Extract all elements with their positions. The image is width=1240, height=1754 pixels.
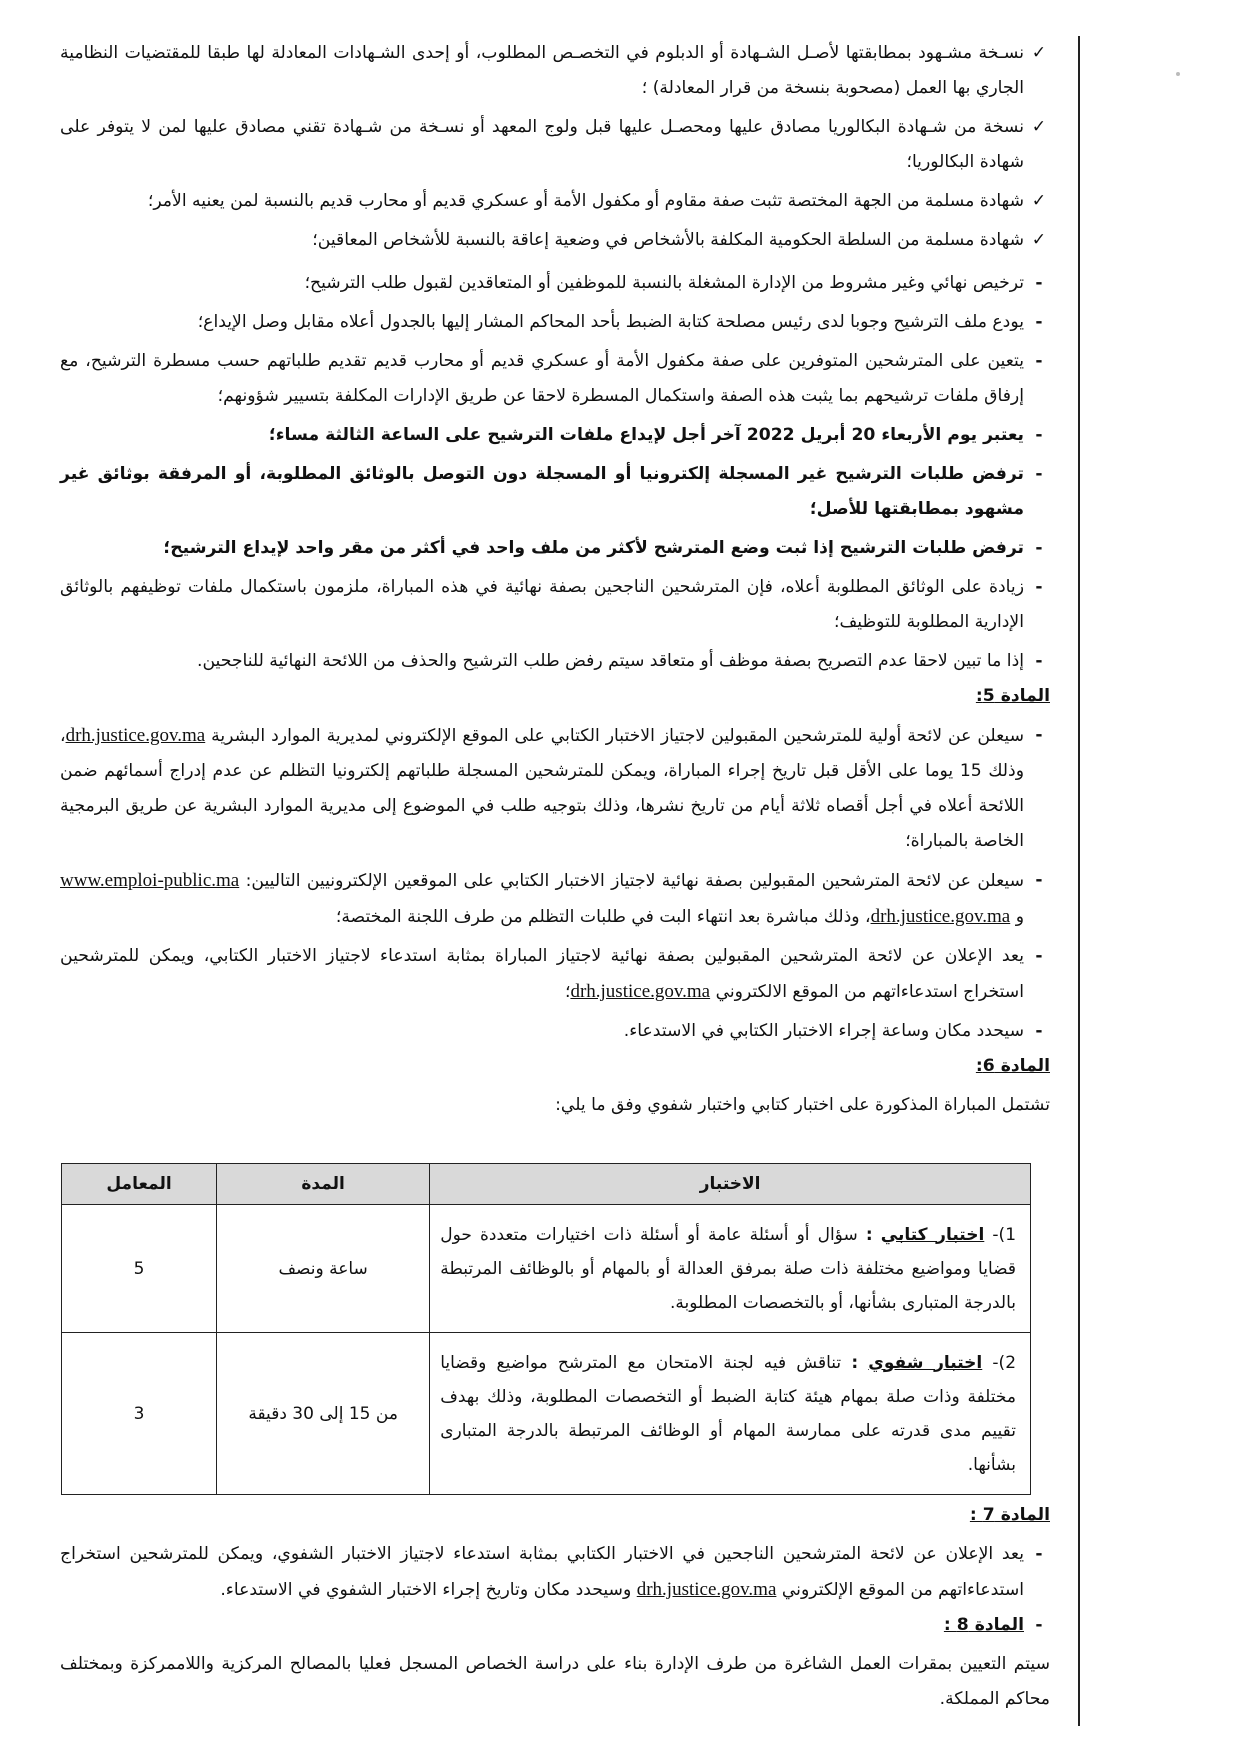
check-icon: ✓: [1031, 191, 1047, 211]
rule-text: ترخيص نهائي وغير مشروط من الإدارة المشغلة بالنسبة للموظفين أو المتعاقدين لقبول طلب الترشيح؛: [304, 273, 1024, 293]
exam-description: تناقش فيه لجنة الامتحان مع المترشح مواضيع وقضايا مختلفة وذات صلة بمهام هيئة كتابة الضبط أو التخصصات المطلوبة، وذلك بهدف تقييم مدى قدرته على ممارسة المهام أو الوظائف المرتبطة بالدرجة المتبارى بشأنها.: [440, 1352, 1016, 1475]
article-6-heading: المادة 6:: [975, 1056, 1050, 1076]
rule-item: [60, 344, 1050, 414]
rule-text: يتعين على المترشحين المتوفرين على صفة مكفول الأمة أو عسكري قديم أو محارب قديم تقديم طلباتهم حسب مسطرة الترشيح، مع إرفاق ملفات ترشيحهم بما يثبت هذه الصفة واستكمال المسطرة لاحقا عن طريق الإدارات المكلفة بتسيير شؤونهم؛: [60, 351, 1024, 406]
article-7-paragraph: [60, 1537, 1050, 1608]
exam-duration: ساعة ونصف: [217, 1205, 430, 1333]
condition-text: شهادة مسلمة من السلطة الحكومية المكلفة بالأشخاص في وضعية إعاقة بالنسبة للأشخاص المعاقين؛: [312, 230, 1024, 250]
article-7-text: يعد الإعلان عن لائحة المترشحين الناجحين في الاختبار الكتابي بمثابة استدعاء لاجتياز الاختبار الشفوي، ويمكن للمترشحين استخراج استدعاءاتهم من الموقع الإلكتروني: [60, 1544, 1024, 1600]
conjunction-text: و: [1015, 907, 1024, 927]
article-5-text: سيعلن عن لائحة المترشحين المقبولين بصفة نهائية لاجتياز الاختبار الكتابي على الموقعين الإلكترونيين التاليين:: [245, 871, 1024, 891]
exam-name: اختبار شفوي: [868, 1352, 983, 1373]
dash-marker: -: [1035, 1544, 1043, 1564]
drh-justice-link[interactable]: drh.justice.gov.ma: [65, 725, 206, 746]
header-coefficient: المعامل: [62, 1164, 217, 1205]
rule-text: زيادة على الوثائق المطلوبة أعلاه، فإن المترشحين الناجحين بصفة نهائية في هذه المباراة، ملزمون باستكمال ملفات توظيفهم بالوثائق الإدارية المطلوبة للتوظيف؛: [60, 577, 1024, 632]
article-8-paragraph: سيتم التعيين بمقرات العمل الشاغرة من طرف الإدارة بناء على دراسة الخصاص المسجل فعليا بالمصالح المركزية واللاممركزة وبمختلف محاكم المملكة.: [60, 1654, 1050, 1709]
dash-marker: -: [1035, 425, 1043, 445]
article-5-paragraph: [60, 939, 1050, 1010]
rule-item-deadline: [60, 418, 1050, 453]
article-5-paragraph: [60, 718, 1050, 859]
exam-description-cell: [430, 1333, 1031, 1495]
article-5-heading: المادة 5:: [975, 686, 1050, 706]
dash-marker: -: [1035, 273, 1043, 293]
condition-text: نسـخة مشـهود بمطابقتها لأصـل الشـهادة أو الدبلوم في التخصـص المطلوب، أو إحدى الشـهادات المعادلة لها طبقا للمقتضيات النظامية الجاري بها العمل (مصحوبة بنسخة من قرار المعادلة) ؛: [60, 43, 1024, 98]
emploi-public-link[interactable]: www.emploi-public.ma: [60, 870, 240, 891]
rule-item-duplicate: [60, 531, 1050, 566]
exam-name: اختبار كتابي: [880, 1224, 985, 1245]
rule-item: [60, 266, 1050, 301]
dash-marker: -: [1035, 651, 1043, 671]
condition-item: [60, 110, 1050, 180]
dash-marker: -: [1035, 870, 1043, 890]
rule-item: [60, 305, 1050, 340]
rule-text: ترفض طلبات الترشيح غير المسجلة إلكترونيا أو المسجلة دون التوصل بالوثائق المطلوبة، أو المرفقة بوثائق غير مشهود بمطابقتها للأصل؛: [60, 464, 1024, 519]
rule-text: يودع ملف الترشيح وجوبا لدى رئيس مصلحة كتابة الضبط بأحد المحاكم المشار إليها بالجدول أعلاه مقابل وصل الإيداع؛: [197, 312, 1024, 332]
exam-separator: :: [851, 1352, 859, 1373]
exam-description: سؤال أو أسئلة عامة أو أسئلة ذات اختيارات متعددة حول قضايا ومواضيع مختلفة ذات صلة بمرفق العدالة أو بالمهام أو بالوظائف المرتبطة بالدرجة المتبارى بشأنها، أو بالتخصصات المطلوبة.: [440, 1224, 1016, 1313]
rule-text: ترفض طلبات الترشيح إذا ثبت وضع المترشح لأكثر من ملف واحد في أكثر من مقر واحد لإيداع الترشيح؛: [163, 538, 1024, 558]
table-row: [62, 1205, 1031, 1333]
dash-marker: -: [1035, 538, 1043, 558]
drh-justice-link[interactable]: drh.justice.gov.ma: [870, 906, 1011, 927]
article-5-text: سيحدد مكان وساعة إجراء الاختبار الكتابي في الاستدعاء.: [623, 1021, 1024, 1041]
article-5-text: ؛: [564, 982, 571, 1002]
drh-justice-link[interactable]: drh.justice.gov.ma: [636, 1579, 777, 1600]
condition-item: [60, 223, 1050, 258]
dash-marker: -: [1035, 351, 1043, 371]
dash-marker: -: [1035, 1615, 1043, 1635]
dash-marker: -: [1035, 312, 1043, 332]
rule-text: يعتبر يوم الأربعاء 20 أبريل 2022 آخر أجل لإيداع ملفات الترشيح على الساعة الثالثة مساء؛: [268, 425, 1024, 445]
check-icon: ✓: [1031, 43, 1047, 63]
header-test: الاختبار: [430, 1164, 1031, 1205]
document-tail: [60, 1498, 1050, 1727]
dash-marker: -: [1035, 946, 1043, 966]
check-icon: ✓: [1031, 117, 1047, 137]
exam-separator: :: [865, 1224, 873, 1245]
rule-item: [60, 570, 1050, 640]
article-5-paragraph: [60, 863, 1050, 935]
exam-number: 2)-: [992, 1352, 1017, 1373]
article-8-heading-text: المادة 8 :: [943, 1615, 1024, 1635]
document-body: [60, 36, 1050, 1133]
article-5-text: سيعلن عن لائحة أولية للمترشحين المقبولين لاجتياز الاختبار الكتابي على الموقع الإلكتروني لمديرية الموارد البشرية: [211, 726, 1024, 746]
rule-text: إذا ما تبين لاحقا عدم التصريح بصفة موظف أو متعاقد سيتم رفض طلب الترشيح والحذف من اللائحة النهائية للناجحين.: [197, 651, 1024, 671]
article-5-paragraph: [60, 1014, 1050, 1049]
table-row: [62, 1333, 1031, 1495]
exam-table: [61, 1163, 1031, 1495]
dash-marker: -: [1035, 1021, 1043, 1041]
dash-marker: -: [1035, 577, 1043, 597]
rule-item-rejection: [60, 457, 1050, 527]
article-5-text: ، وذلك مباشرة بعد انتهاء البت في طلبات التظلم من طرف اللجنة المختصة؛: [335, 907, 871, 927]
dash-marker: -: [1035, 464, 1043, 484]
margin-rule: [1078, 36, 1080, 1726]
article-7-heading: المادة 7 :: [969, 1505, 1050, 1525]
rule-item: [60, 644, 1050, 679]
exam-table-header-row: [62, 1164, 1031, 1205]
drh-justice-link[interactable]: drh.justice.gov.ma: [570, 981, 711, 1002]
exam-coefficient: 3: [62, 1333, 217, 1495]
dash-marker: -: [1035, 725, 1043, 745]
article-6-intro: تشتمل المباراة المذكورة على اختبار كتابي واختبار شفوي وفق ما يلي:: [555, 1095, 1050, 1115]
article-7-text: وسيحدد مكان وتاريخ إجراء الاختبار الشفوي في الاستدعاء.: [220, 1580, 632, 1600]
condition-text: شهادة مسلمة من الجهة المختصة تثبت صفة مقاوم أو مكفول الأمة أو عسكري قديم أو محارب قديم بالنسبة لمن يعنيه الأمر؛: [147, 191, 1024, 211]
article-5-text: ، وذلك 15 يوما على الأقل قبل تاريخ إجراء المباراة، ويمكن للمترشحين المسجلة طلباتهم إلكترونيا التظلم عن عدم إدراج أسمائهم ضمن اللائحة أعلاه في أجل أقصاه ثلاثة أيام من تاريخ نشرها، وذلك بتوجيه طلب في الموضوع إلى مديرية الموارد البشرية عن طريق البرمجية الخاصة بالمباراة؛: [60, 726, 1024, 851]
header-duration: المدة: [217, 1164, 430, 1205]
exam-coefficient: 5: [62, 1205, 217, 1333]
exam-description-cell: [430, 1205, 1031, 1333]
condition-item: [60, 184, 1050, 219]
article-8-heading: [60, 1608, 1050, 1643]
exam-duration: من 15 إلى 30 دقيقة: [217, 1333, 430, 1495]
exam-number: 1)-: [992, 1224, 1017, 1245]
check-icon: ✓: [1031, 230, 1047, 250]
condition-text: نسخة من شـهادة البكالوريا مصادق عليها ومحصـل عليها قبل ولوج المعهد أو نسـخة من شـهادة تقني مصادق عليها لمن لا يتوفر على شهادة البكالوريا؛: [60, 117, 1024, 172]
article-5-text: يعد الإعلان عن لائحة المترشحين المقبولين بصفة نهائية لاجتياز المباراة بمثابة استدعاء لاجتياز الاختبار الكتابي، ويمكن للمترشحين استخراج استدعاءاتهم من الموقع الالكتروني: [60, 946, 1024, 1002]
condition-item: [60, 36, 1050, 106]
scan-speck: [1176, 72, 1180, 76]
